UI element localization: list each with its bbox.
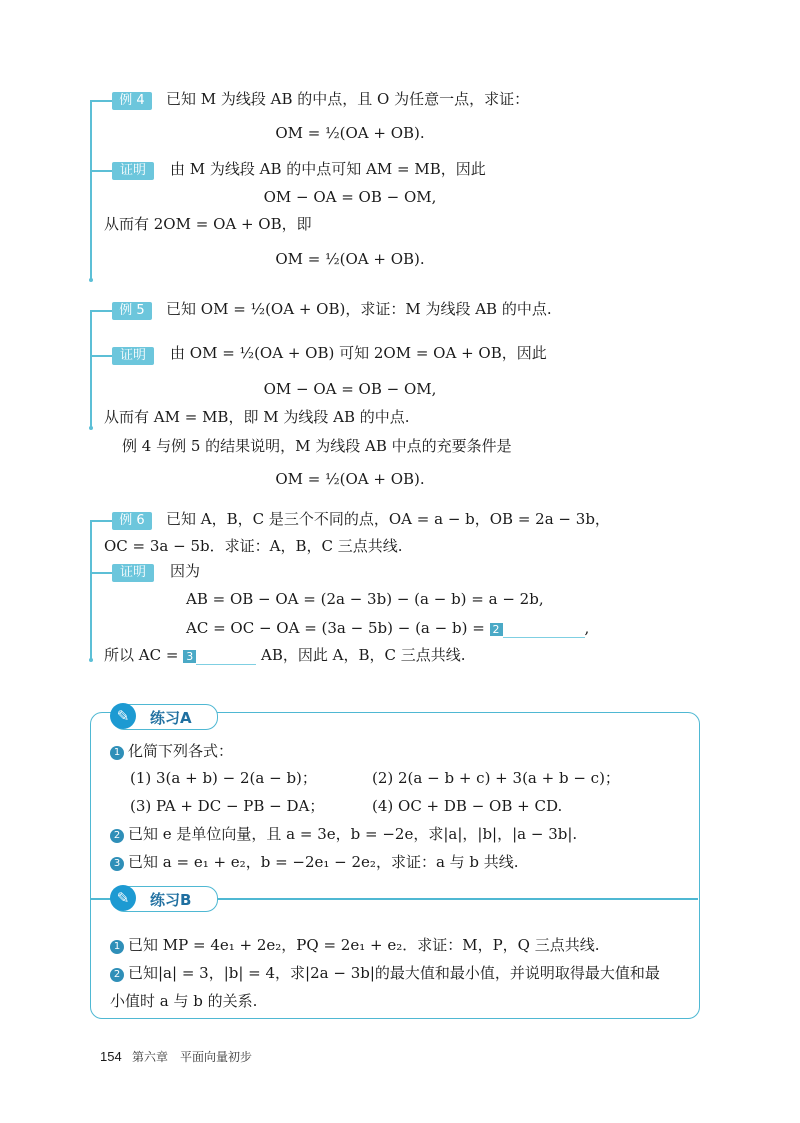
answer-blank-3[interactable] (196, 663, 256, 665)
ex5-connector (90, 310, 112, 312)
q1-number-icon: 1 (110, 746, 124, 760)
ex6-connector (90, 520, 112, 522)
practice-a-q3 (110, 853, 519, 872)
ex4-proof-line2: OM − OA = OB − OM, (263, 188, 437, 206)
ex5-bracket (90, 310, 92, 428)
answer-blank-2[interactable] (503, 636, 585, 638)
ex6-proof-line1: 因为 (170, 562, 201, 580)
ex5-proof-line2: OM − OA = OB − OM, (263, 380, 437, 398)
ex4-proof-line3: 从而有 2OM = OA + OB，即 (104, 215, 312, 233)
practice-a-title: 练习A (150, 709, 192, 727)
ex4-tag: 例 4 (112, 92, 152, 110)
ex4-connector (90, 100, 112, 102)
practice-b-q2 (110, 964, 660, 983)
ex4-proof-connector (90, 170, 112, 172)
practice-a-q1 (110, 742, 233, 761)
ex6-proof-line3 (186, 619, 589, 638)
ex4-text: 已知 M 为线段 AB 的中点，且 O 为任意一点，求证： (166, 90, 530, 108)
ex6-bracket-end (89, 658, 93, 662)
ex6-tag: 例 6 (112, 512, 152, 530)
ex5-proof-tag: 证明 (112, 347, 154, 365)
q2-number-icon: 2 (110, 829, 124, 843)
b-q2-number-icon: 2 (110, 968, 124, 982)
ex6-proof-line3-end: , (584, 619, 590, 637)
ex4-proof-tag: 证明 (112, 162, 154, 180)
ex4-formula: OM = ½(OA + OB). (275, 124, 425, 142)
ex4-bracket-end (89, 278, 93, 282)
ex5-proof-connector (90, 355, 112, 357)
ex6-text2: OC = 3a − 5b．求证：A，B，C 三点共线. (104, 537, 403, 555)
practice-a-q1-1: (1) 3(a + b) − 2(a − b)； (130, 769, 317, 787)
summary-text: 例 4 与例 5 的结果说明，M 为线段 AB 中点的充要条件是 (122, 437, 512, 455)
ex5-proof-line3: 从而有 AM = MB，即 M 为线段 AB 的中点. (104, 408, 410, 426)
practice-a-q1-3: (3) PA + DC − PB − DA； (130, 797, 325, 815)
page-number: 154 (100, 1049, 122, 1064)
ex6-proof-line2: AB = OB − OA = (2a − 3b) − (a − b) = a − 2b, (186, 590, 544, 608)
practice-a-q2 (110, 825, 577, 844)
practice-a-q3-text: 已知 a = e₁ + e₂，b = −2e₁ − 2e₂，求证：a 与 b 共线. (128, 853, 519, 871)
practice-b-q1-text: 已知 MP = 4e₁ + 2e₂，PQ = 2e₁ + e₂．求证：M，P，Q 三点共线. (128, 936, 600, 954)
practice-a-q1-4: (4) OC + DB − OB + CD. (372, 797, 563, 815)
ex4-bracket (90, 100, 92, 280)
ex5-proof-line1: 由 OM = ½(OA + OB) 可知 2OM = OA + OB，因此 (170, 344, 547, 362)
answer-blank-3-marker: 3 (183, 650, 196, 663)
ex5-text: 已知 OM = ½(OA + OB)，求证：M 为线段 AB 的中点. (166, 300, 552, 318)
pencil-icon: ✎ (110, 885, 136, 911)
ex6-proof-line4-a: 所以 AC = (104, 646, 179, 664)
ex4-proof-line1: 由 M 为线段 AB 的中点可知 AM = MB，因此 (170, 160, 486, 178)
practice-b-q1 (110, 936, 600, 955)
ex6-text: 已知 A，B，C 是三个不同的点，OA = a − b，OB = 2a − 3b， (166, 510, 610, 528)
ex6-proof-connector (90, 572, 112, 574)
practice-b-q2-text: 已知|a| = 3，|b| = 4，求|2a − 3b|的最大值和最小值，并说明取得最大值和最 (128, 964, 660, 982)
ex6-proof-tag: 证明 (112, 564, 154, 582)
practice-a-q1-2: (2) 2(a − b + c) + 3(a + b − c)； (372, 769, 620, 787)
answer-blank-2-marker: 2 (490, 623, 503, 636)
practice-a-q2-text: 已知 e 是单位向量，且 a = 3e，b = −2e，求|a|，|b|，|a − 3b|. (128, 825, 578, 843)
ex6-proof-line3-text: AC = OC − OA = (3a − 5b) − (a − b) = (186, 619, 485, 637)
b-q1-number-icon: 1 (110, 940, 124, 954)
ex6-proof-line4-b: AB，因此 A，B，C 三点共线. (260, 646, 466, 664)
ex6-bracket (90, 520, 92, 660)
pencil-icon: ✎ (110, 703, 136, 729)
ex5-bracket-end (89, 426, 93, 430)
practice-a-q1-text: 化简下列各式： (128, 742, 234, 760)
practice-b-title: 练习B (150, 891, 192, 909)
practice-b-q2-cont: 小值时 a 与 b 的关系. (110, 992, 258, 1010)
q3-number-icon: 3 (110, 857, 124, 871)
ex4-proof-line4: OM = ½(OA + OB). (275, 250, 425, 268)
ex5-tag: 例 5 (112, 302, 152, 320)
ex6-proof-line4 (104, 646, 465, 665)
chapter-title: 第六章 平面向量初步 (132, 1050, 253, 1064)
summary-formula: OM = ½(OA + OB). (275, 470, 425, 488)
